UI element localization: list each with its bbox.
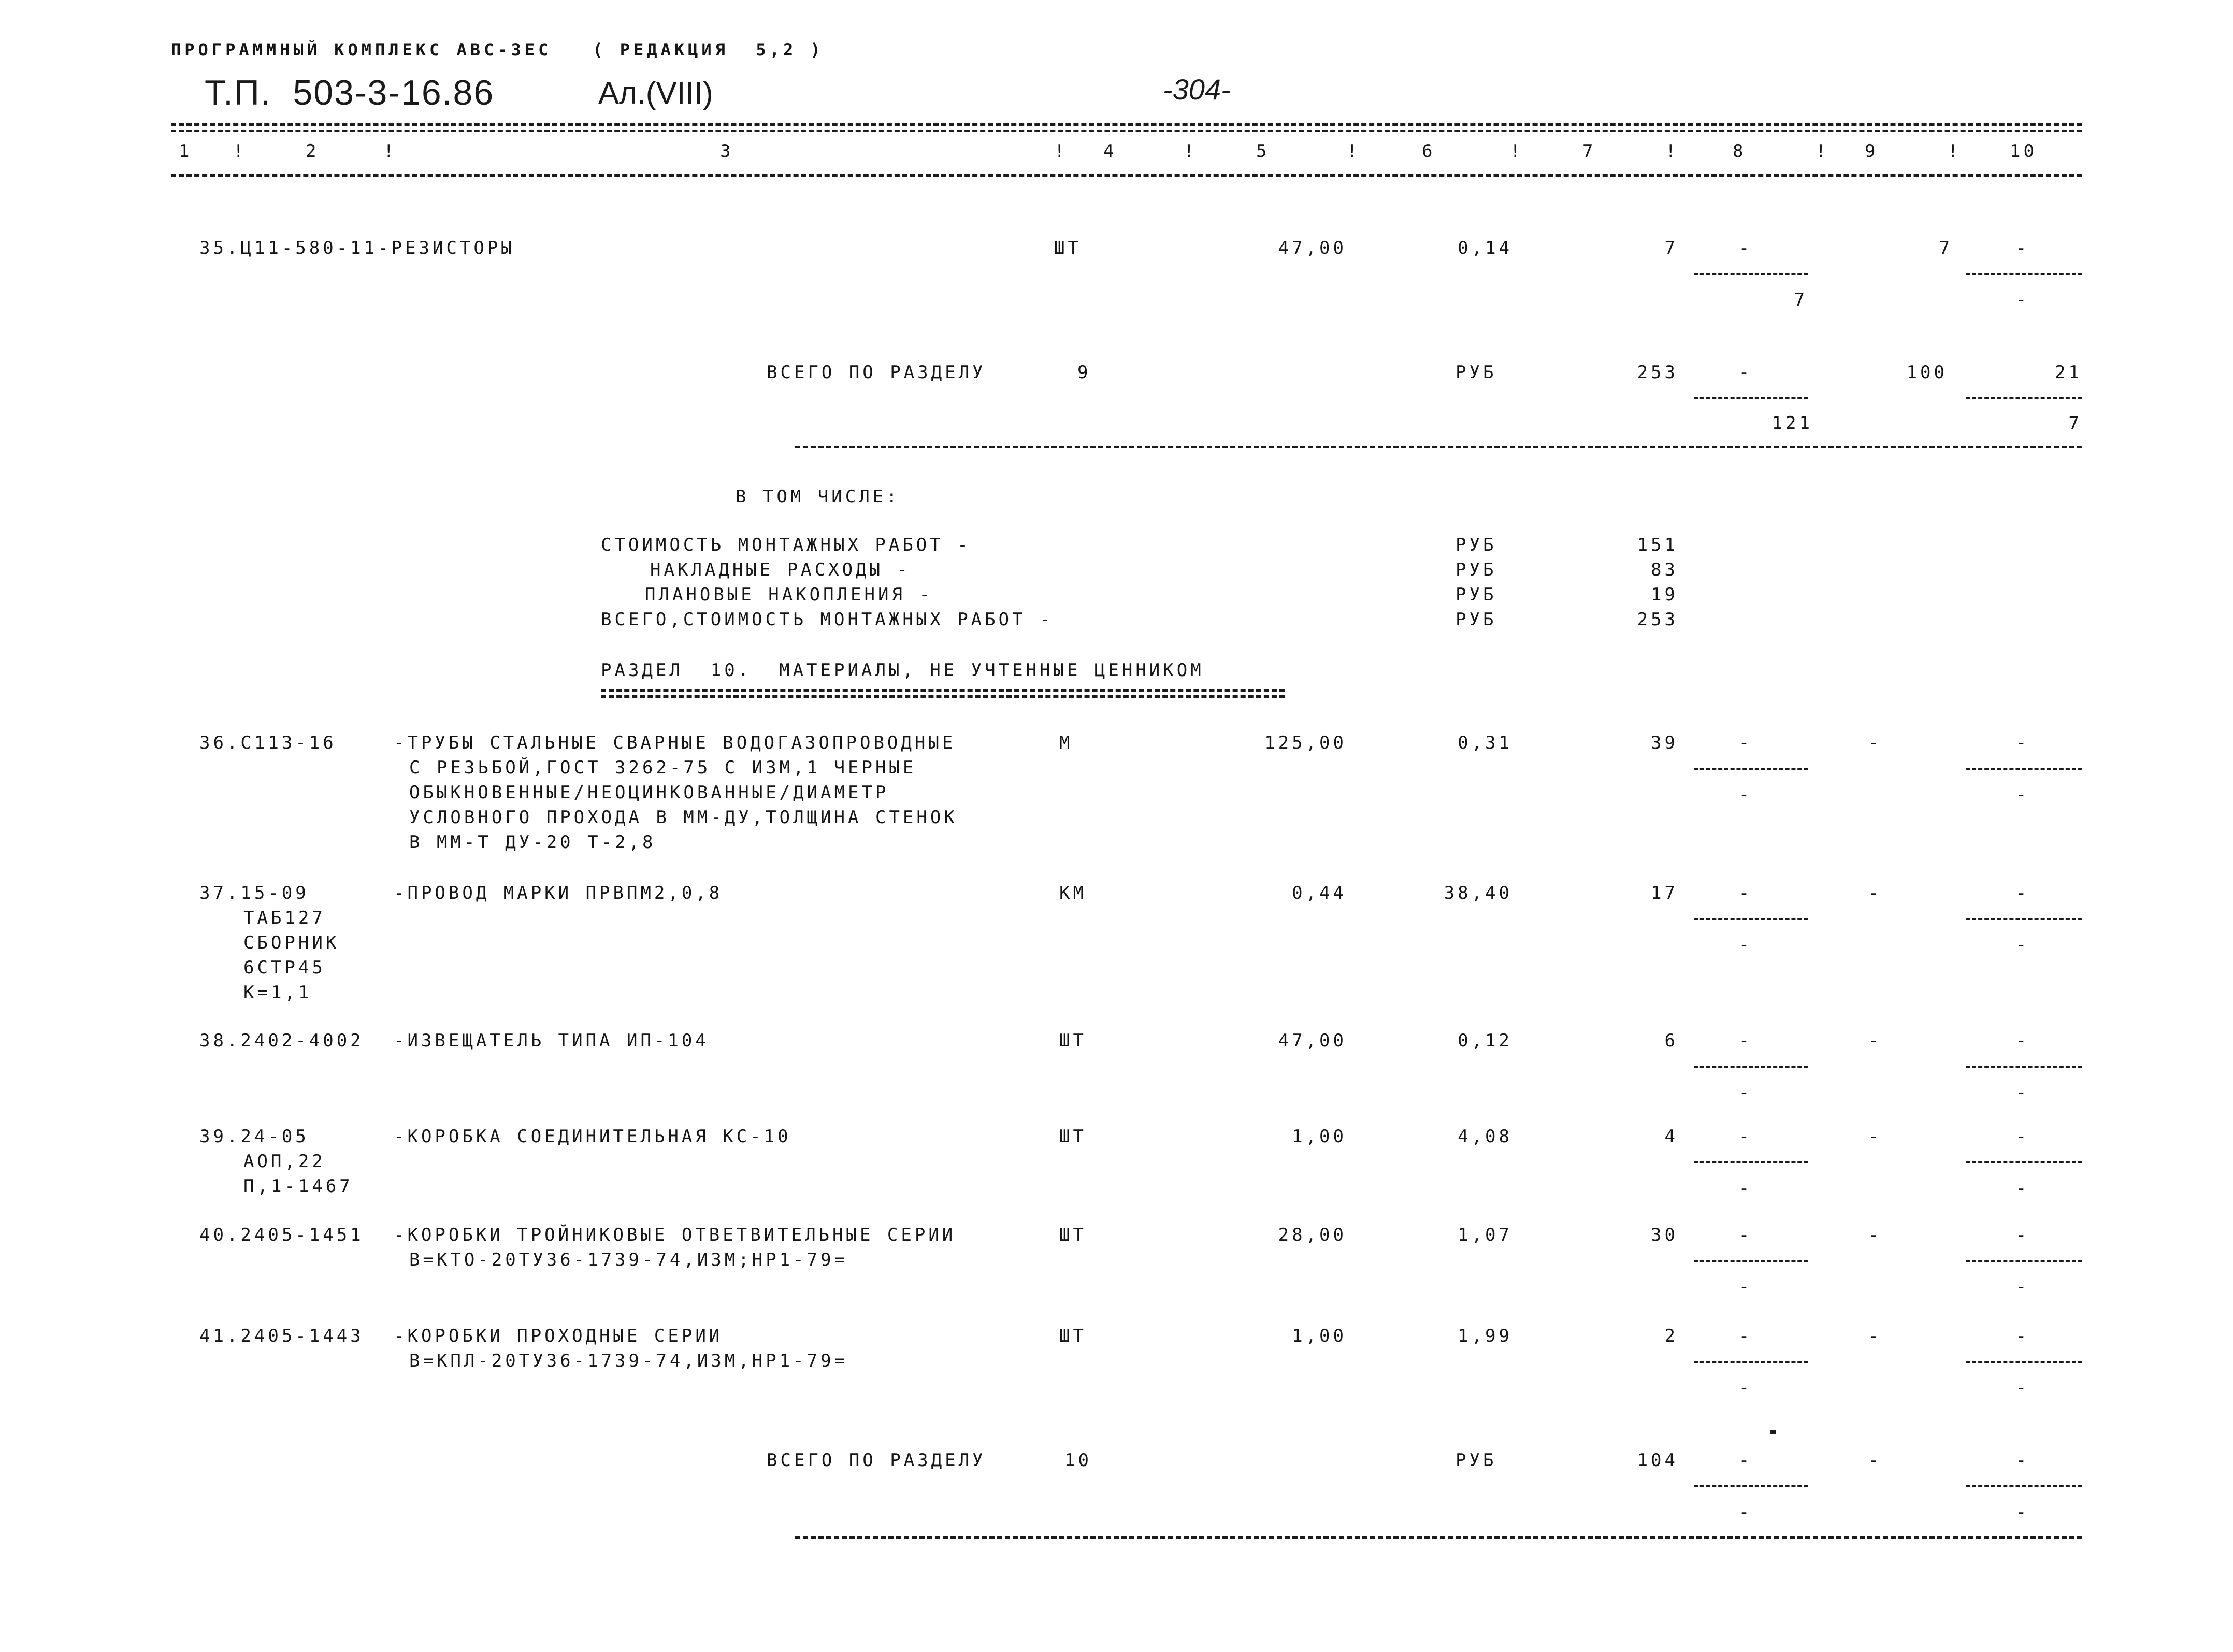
row-c9: - [1868,1030,1882,1051]
header-bottom-rule [171,174,2082,177]
breakdown-label: СТОИМОСТЬ МОНТАЖНЫХ РАБОТ - [601,535,971,555]
total-10-sum: 104 [1637,1450,1678,1471]
row-c10-divider [1966,768,2082,770]
row-quantity: 1,00 [1292,1126,1347,1147]
column-separator: ! [1816,141,1829,162]
total-9-sum: 253 [1637,362,1678,383]
column-separator: ! [1948,141,1962,162]
row-c8-bottom: - [1738,1178,1753,1199]
row-total: 30 [1651,1225,1678,1245]
row-c8-bottom: - [1738,1082,1753,1103]
total-10-unit: РУБ [1456,1450,1497,1471]
row-c10-divider [1966,1260,2082,1262]
total-9-label: ВСЕГО ПО РАЗДЕЛУ [767,362,986,383]
section-10-title: РАЗДЕЛ 10. МАТЕРИАЛЫ, НЕ УЧТЕННЫЕ ЦЕННИКОМ [601,660,1204,681]
column-separator: ! [1054,141,1068,162]
breakdown-unit: РУБ [1456,559,1497,580]
column-number-6: 6 [1422,141,1436,162]
row-unit-price: 1,99 [1458,1326,1512,1346]
album-number: Ал.(VIII) [598,76,713,110]
row-quantity: 28,00 [1278,1225,1347,1245]
row-code-line: 39.24-05 [199,1126,309,1147]
row-total: 2 [1664,1326,1678,1346]
row-c8-bottom: - [1738,1377,1753,1398]
row-code-line: СБОРНИК [243,932,340,953]
row-c10-bottom: - [2015,1178,2030,1199]
row-description-line: В ММ-Т ДУ-20 Т-2,8 [409,832,656,853]
row-unit: КМ [1059,883,1087,903]
row-quantity: 47,00 [1278,1030,1347,1051]
column-number-2: 2 [306,141,320,162]
row-c10-bottom: - [2015,1377,2030,1398]
row-c8-divider [1694,1161,1808,1163]
row-quantity: 125,00 [1264,732,1347,753]
row-unit: ШТ [1059,1030,1087,1051]
row-c9: - [1868,1126,1882,1147]
row-description-line: В=КПЛ-20ТУ36-1739-74,ИЗМ,НР1-79= [409,1351,848,1371]
row-c8-top: - [1738,1225,1753,1245]
row-description-line: -КОРОБКИ ТРОЙНИКОВЫЕ ОТВЕТВИТЕЛЬНЫЕ СЕРИИ [394,1225,956,1245]
page-number: -304- [1163,73,1231,106]
program-title: ПРОГРАММНЫЙ КОМПЛЕКС АВС-3ЕС ( РЕДАКЦИЯ 5,2 ) [171,40,824,60]
row-unit: ШТ [1059,1126,1087,1147]
row-code-line: П,1-1467 [243,1176,353,1197]
row-c8-divider [1694,1260,1808,1262]
breakdown-value: 83 [1651,559,1678,580]
total-10-c9: - [1868,1450,1882,1471]
total-9-rule [795,446,2082,448]
row-c10-bottom: - [2015,1276,2030,1297]
row-unit-price: 0,12 [1458,1030,1512,1051]
row-description-line: -ТРУБЫ СТАЛЬНЫЕ СВАРНЫЕ ВОДОГАЗОПРОВОДНЫЕ [394,732,956,753]
total-9-c8-bottom: 121 [1771,413,1813,434]
row-35-price: 0,14 [1458,238,1512,258]
row-code-line: 40.2405-1451 [199,1225,364,1245]
row-description-line: В=КТО-20ТУ36-1739-74,ИЗМ;НР1-79= [409,1249,848,1270]
row-unit: ШТ [1059,1326,1087,1346]
header-top-rule [171,123,2082,132]
row-code-line: 36.С113-16 [199,732,337,753]
row-code-line: К=1,1 [243,982,312,1003]
total-9-c10-bottom: 7 [2068,413,2082,434]
column-number-4: 4 [1103,141,1117,162]
row-35-unit: ШТ [1054,238,1082,258]
row-c10-top: - [2015,1225,2030,1245]
row-35-c10-bottom: - [2015,290,2030,310]
total-9-section: 9 [1077,362,1091,383]
row-c8-divider [1694,1361,1808,1363]
row-unit-price: 38,40 [1444,883,1512,903]
column-number-10: 10 [2010,141,2037,162]
total-10-c10-top: - [2015,1450,2030,1471]
row-description-line: -ИЗВЕЩАТЕЛЬ ТИПА ИП-104 [394,1030,709,1051]
row-total: 17 [1651,883,1678,903]
total-9-c8-divider [1694,397,1808,399]
row-c8-divider [1694,768,1808,770]
row-c10-bottom: - [2015,1082,2030,1103]
column-separator: ! [1347,141,1361,162]
row-total: 39 [1651,732,1678,753]
row-c8-bottom: - [1738,935,1753,955]
row-c10-divider [1966,1161,2082,1163]
row-code-line: 38.2402-4002 [199,1030,364,1051]
row-total: 6 [1664,1030,1678,1051]
row-c8-top: - [1738,732,1753,753]
row-35-code-desc: 35.Ц11-580-11-РЕЗИСТОРЫ [199,238,515,258]
row-35-c8-top: - [1738,238,1753,258]
row-c10-bottom: - [2015,784,2030,805]
row-35-c10-top: - [2015,238,2030,258]
row-c10-top: - [2015,1126,2030,1147]
row-quantity: 1,00 [1292,1326,1347,1346]
row-c8-bottom: - [1738,1276,1753,1297]
total-10-c8-divider [1694,1485,1808,1487]
breakdown-value: 19 [1651,584,1678,605]
total-10-c8-bottom: - [1738,1502,1753,1522]
row-code-line: 41.2405-1443 [199,1326,364,1346]
row-c8-bottom: - [1738,784,1753,805]
total-9-c8-top: - [1738,362,1753,383]
row-c9: - [1868,732,1882,753]
row-35-c8-divider [1694,273,1808,275]
total-9-unit: РУБ [1456,362,1497,383]
total-10-label: ВСЕГО ПО РАЗДЕЛУ [767,1450,986,1471]
section-10-underline [601,689,1285,698]
doc-code: Т.П. 503-3-16.86 [205,73,495,112]
row-c10-divider [1966,918,2082,920]
breakdown-unit: РУБ [1456,584,1497,605]
column-separator: ! [1510,141,1524,162]
total-9-c10-top: 21 [2055,362,2082,383]
breakdown-title: В ТОМ ЧИСЛЕ: [736,486,900,507]
row-description-line: -ПРОВОД МАРКИ ПРВПМ2,0,8 [394,883,723,903]
row-c10-divider [1966,1066,2082,1068]
row-code-line: ТАБ127 [243,908,326,928]
column-number-1: 1 [179,141,193,162]
column-number-5: 5 [1256,141,1270,162]
row-c8-top: - [1738,1126,1753,1147]
column-separator: ! [233,141,247,162]
row-code-line: АОП,22 [243,1151,326,1172]
row-code-line: 37.15-09 [199,883,309,903]
row-c8-divider [1694,1066,1808,1068]
row-description-line: -КОРОБКА СОЕДИНИТЕЛЬНАЯ КС-10 [394,1126,791,1147]
row-unit: М [1059,732,1073,753]
row-c10-divider [1966,1361,2082,1363]
row-35-c8-bottom: 7 [1794,290,1808,310]
row-c9: - [1868,883,1882,903]
row-unit-price: 0,31 [1458,732,1512,753]
row-c8-top: - [1738,1030,1753,1051]
row-c10-top: - [2015,883,2030,903]
row-total: 4 [1664,1126,1678,1147]
column-separator: ! [383,141,397,162]
row-c9: - [1868,1225,1882,1245]
breakdown-label: НАКЛАДНЫЕ РАСХОДЫ - [650,559,911,580]
row-c8-divider [1694,918,1808,920]
column-number-9: 9 [1865,141,1879,162]
column-separator: ! [1665,141,1679,162]
row-c8-top: - [1738,1326,1753,1346]
total-10-c10-bottom: - [2015,1502,2030,1522]
row-quantity: 0,44 [1292,883,1347,903]
row-description-line: С РЕЗЬБОЙ,ГОСТ 3262-75 С ИЗМ,1 ЧЕРНЫЕ [409,757,917,778]
total-9-c10-divider [1966,397,2082,399]
row-35-total: 7 [1664,238,1678,258]
breakdown-unit: РУБ [1456,609,1497,630]
row-description-line: ОБЫКНОВЕННЫЕ/НЕОЦИНКОВАННЫЕ/ДИАМЕТР [409,782,889,803]
stray-mark [1770,1430,1776,1434]
breakdown-unit: РУБ [1456,535,1497,555]
total-10-c10-divider [1966,1485,2082,1487]
row-c10-bottom: - [2015,935,2030,955]
row-code-line: 6СТР45 [243,957,326,978]
breakdown-label: ПЛАНОВЫЕ НАКОПЛЕНИЯ - [645,584,933,605]
row-unit-price: 1,07 [1458,1225,1512,1245]
row-c10-top: - [2015,1030,2030,1051]
column-separator: ! [1184,141,1198,162]
row-c10-top: - [2015,732,2030,753]
row-35-qty: 47,00 [1278,238,1347,258]
column-number-7: 7 [1582,141,1596,162]
total-9-c9: 100 [1906,362,1948,383]
row-c8-top: - [1738,883,1753,903]
row-35-c9: 7 [1939,238,1953,258]
row-unit-price: 4,08 [1458,1126,1512,1147]
row-c9: - [1868,1326,1882,1346]
total-10-rule [795,1536,2082,1539]
column-number-3: 3 [720,141,734,162]
row-35-c10-divider [1966,273,2082,275]
row-description-line: -КОРОБКИ ПРОХОДНЫЕ СЕРИИ [394,1326,723,1346]
row-unit: ШТ [1059,1225,1087,1245]
breakdown-value: 151 [1637,535,1678,555]
breakdown-value: 253 [1637,609,1678,630]
row-c10-top: - [2015,1326,2030,1346]
total-10-section: 10 [1064,1450,1092,1471]
breakdown-label: ВСЕГО,СТОИМОСТЬ МОНТАЖНЫХ РАБОТ - [601,609,1054,630]
column-number-8: 8 [1733,141,1747,162]
row-description-line: УСЛОВНОГО ПРОХОДА В ММ-ДУ,ТОЛЩИНА СТЕНОК [409,807,958,828]
total-10-c8-top: - [1738,1450,1753,1471]
